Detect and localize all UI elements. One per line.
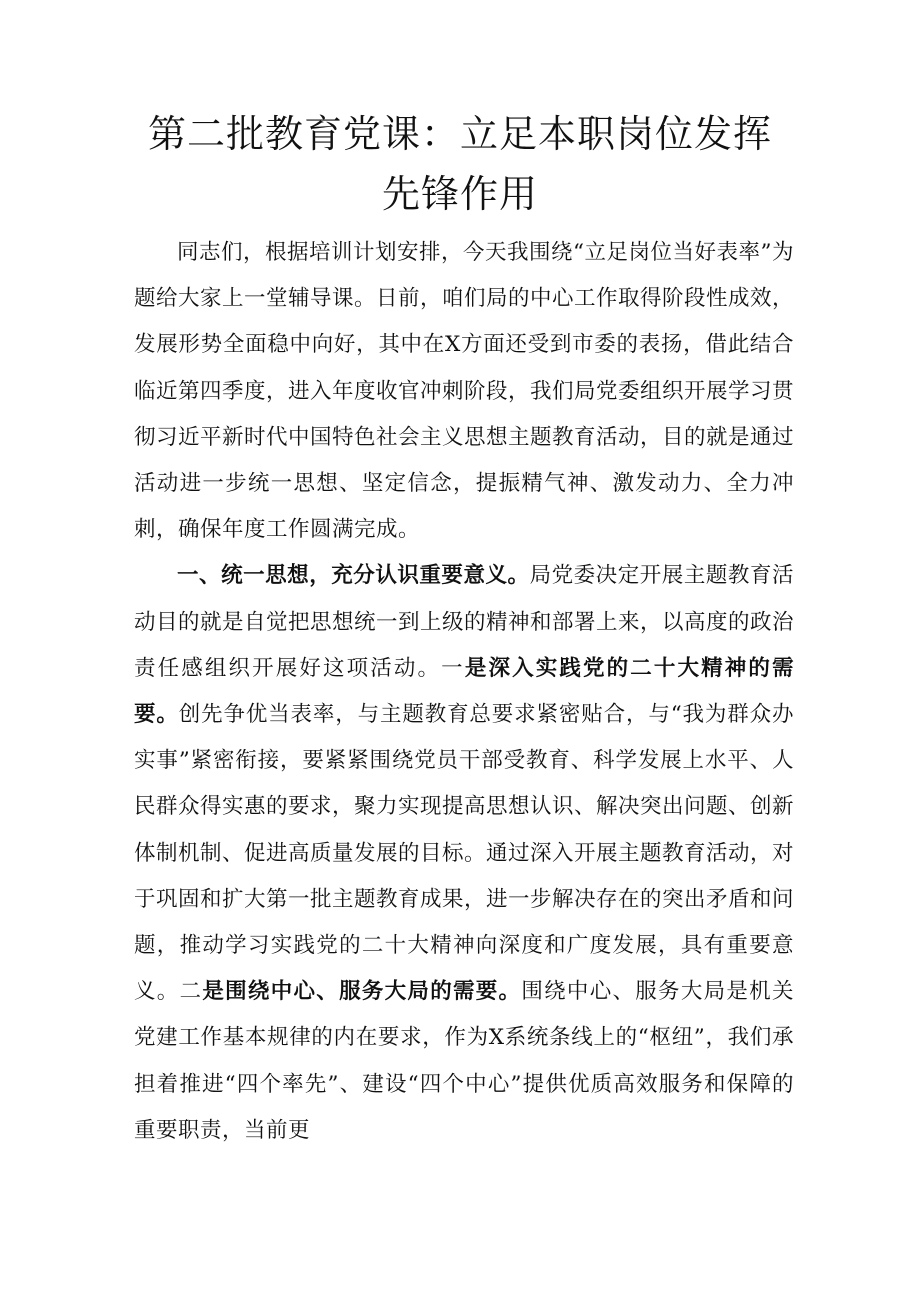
point-heading-one: 是深入实践党的二十大精神的需要。: [134, 655, 794, 728]
paragraph-text: 局党委决定开展主题教育活动目的就是自觉把思想统一到上级的精神和部署上来，以高度的政治责任感组织开展好这项活动。一: [134, 563, 795, 681]
paragraph-intro: [134, 230, 794, 553]
point-heading-two: 是围绕中心、服务大局的需要。: [202, 979, 522, 1005]
section-heading: 一、统一思想，充分认识重要意义。: [177, 563, 530, 589]
paragraph-text: 创先争优当表率，与主题教育总要求紧密贴合，与“我为群众办实事”紧密衔接，要紧紧围绕党员干部受教育、科学发展上水平、人民群众得实惠的要求，聚力实现提高思想认识、解决突出问题、创新体制机制、促进高质量发展的目标。通过深入开展主题教育活动，对于巩固和扩大第一批主题教育成果，进一步解决存在的突出矛盾和问题，推动学习实践党的二十大精神向深度和广度发展，具有重要意义。二: [134, 702, 795, 1005]
document-body: [134, 230, 794, 1154]
paragraph-text: 同志们，根据培训计划安排，今天我围绕“立足岗位当好表率”为题给大家上一堂辅导课。日前，咱们局的中心工作取得阶段性成效，发展形势全面稳中向好，其中在X方面还受到市委的表扬，借此结合临近第四季度，进入年度收官冲刺阶段，我们局党委组织开展学习贯彻习近平新时代中国特色社会主义思想主题教育活动，目的就是通过活动进一步统一思想、坚定信念，提振精气神、激发动力、全力冲刺，确保年度工作圆满完成。: [134, 240, 795, 543]
paragraph-section-one: [134, 553, 794, 1154]
document-title: 第二批教育党课：立足本职岗位发挥先锋作用: [147, 112, 772, 216]
paragraph-text: 围绕中心、服务大局是机关党建工作基本规律的内在要求，作为X系统条线上的“枢纽”，我们承担着推进“四个率先”、建设“四个中心”提供优质高效服务和保障的重要职责，当前更: [134, 979, 794, 1143]
